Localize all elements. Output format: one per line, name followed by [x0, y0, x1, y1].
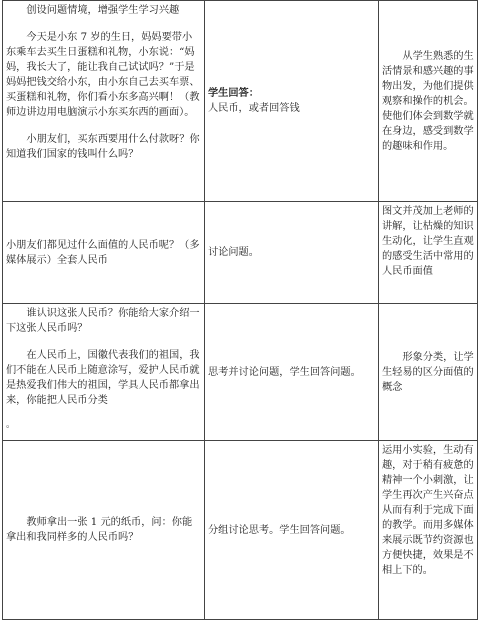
story-paragraph: 今天是小东 7 岁的生日，妈妈要带小东乘车去买生日蛋糕和礼物，小东说：“妈妈，我长大了，能让我自己试试吗？”于是妈妈把钱交给小东，由小东自己去买车票、买蛋糕和礼物，你们看小东多高兴啊！（教师边讲边用电脑演示小东买东西的画面）。 [6, 32, 200, 118]
student-activity-cell [205, 1, 379, 202]
teacher-activity-text: 小朋友们都见过什么面值的人民币呢？（多媒体展示）全套人民币 [6, 239, 200, 266]
student-activity-cell [205, 441, 379, 620]
student-answer-title: 学生回答： [208, 88, 259, 99]
table-row [3, 441, 478, 620]
design-intent-text: 形象分类，让学生轻易的区分面值的概念 [382, 351, 474, 393]
section-heading: 创设问题情境，增强学生学习兴趣 [26, 5, 180, 16]
table-row [3, 202, 478, 304]
design-intent-text: 运用小实验，生动有趣，对于稍有疲惫的精神一个小刺激，让学生再次产生兴奋点从而有利于完成下面的教学。而用多媒体来展示既节约资源也方便快捷，效果是不相上下的。 [382, 445, 474, 576]
teacher-question-text: 谁认识这张人民币？你能给大家介绍一下这张人民币吗？ [6, 308, 200, 334]
teacher-activity-cell [3, 1, 205, 202]
student-activity-text: 分组讨论思考。学生回答问题。 [208, 524, 351, 536]
student-activity-cell [205, 304, 379, 441]
design-intent-cell [379, 441, 478, 620]
student-activity-text: 讨论问题。 [208, 247, 259, 258]
teacher-explanation-text: 在人民币上，国徽代表我们的祖国，我们不能在人民币上随意涂写，爱护人民币就是热爱我们伟大的祖国，学具人民币都拿出来，你能把人民币分类 [6, 350, 200, 406]
table-row [3, 1, 478, 202]
trailing-mark: 。 [6, 420, 16, 430]
teacher-activity-text: 教师拿出一张 1 元的纸币，问：你能拿出和我同样多的人民币吗？ [6, 517, 193, 543]
lesson-plan-table [2, 0, 478, 620]
table-row [3, 304, 478, 441]
teacher-activity-cell [3, 441, 205, 620]
teacher-activity-cell [3, 304, 205, 441]
design-intent-text: 从学生熟悉的生活情景和感兴趣的事物出发，为他们提供观察和操作的机会。使他们体会到数学就在身边，感受到数学的趣味和作用。 [382, 50, 474, 152]
design-intent-cell [379, 304, 478, 441]
design-intent-cell [379, 202, 478, 304]
student-answer-text: 人民币，或者回答钱 [208, 103, 300, 114]
design-intent-text: 图文并茂加上老师的讲解，让枯燥的知识生动化，让学生直观的感受生活中常用的人民币面值 [382, 206, 474, 277]
question-paragraph: 小朋友们，买东西要用什么付款呀？你知道我们国家的钱叫什么吗？ [6, 134, 200, 160]
teacher-activity-cell [3, 202, 205, 304]
design-intent-cell [379, 1, 478, 202]
student-activity-text: 思考并讨论问题，学生回答问题。 [208, 366, 361, 378]
student-activity-cell [205, 202, 379, 304]
